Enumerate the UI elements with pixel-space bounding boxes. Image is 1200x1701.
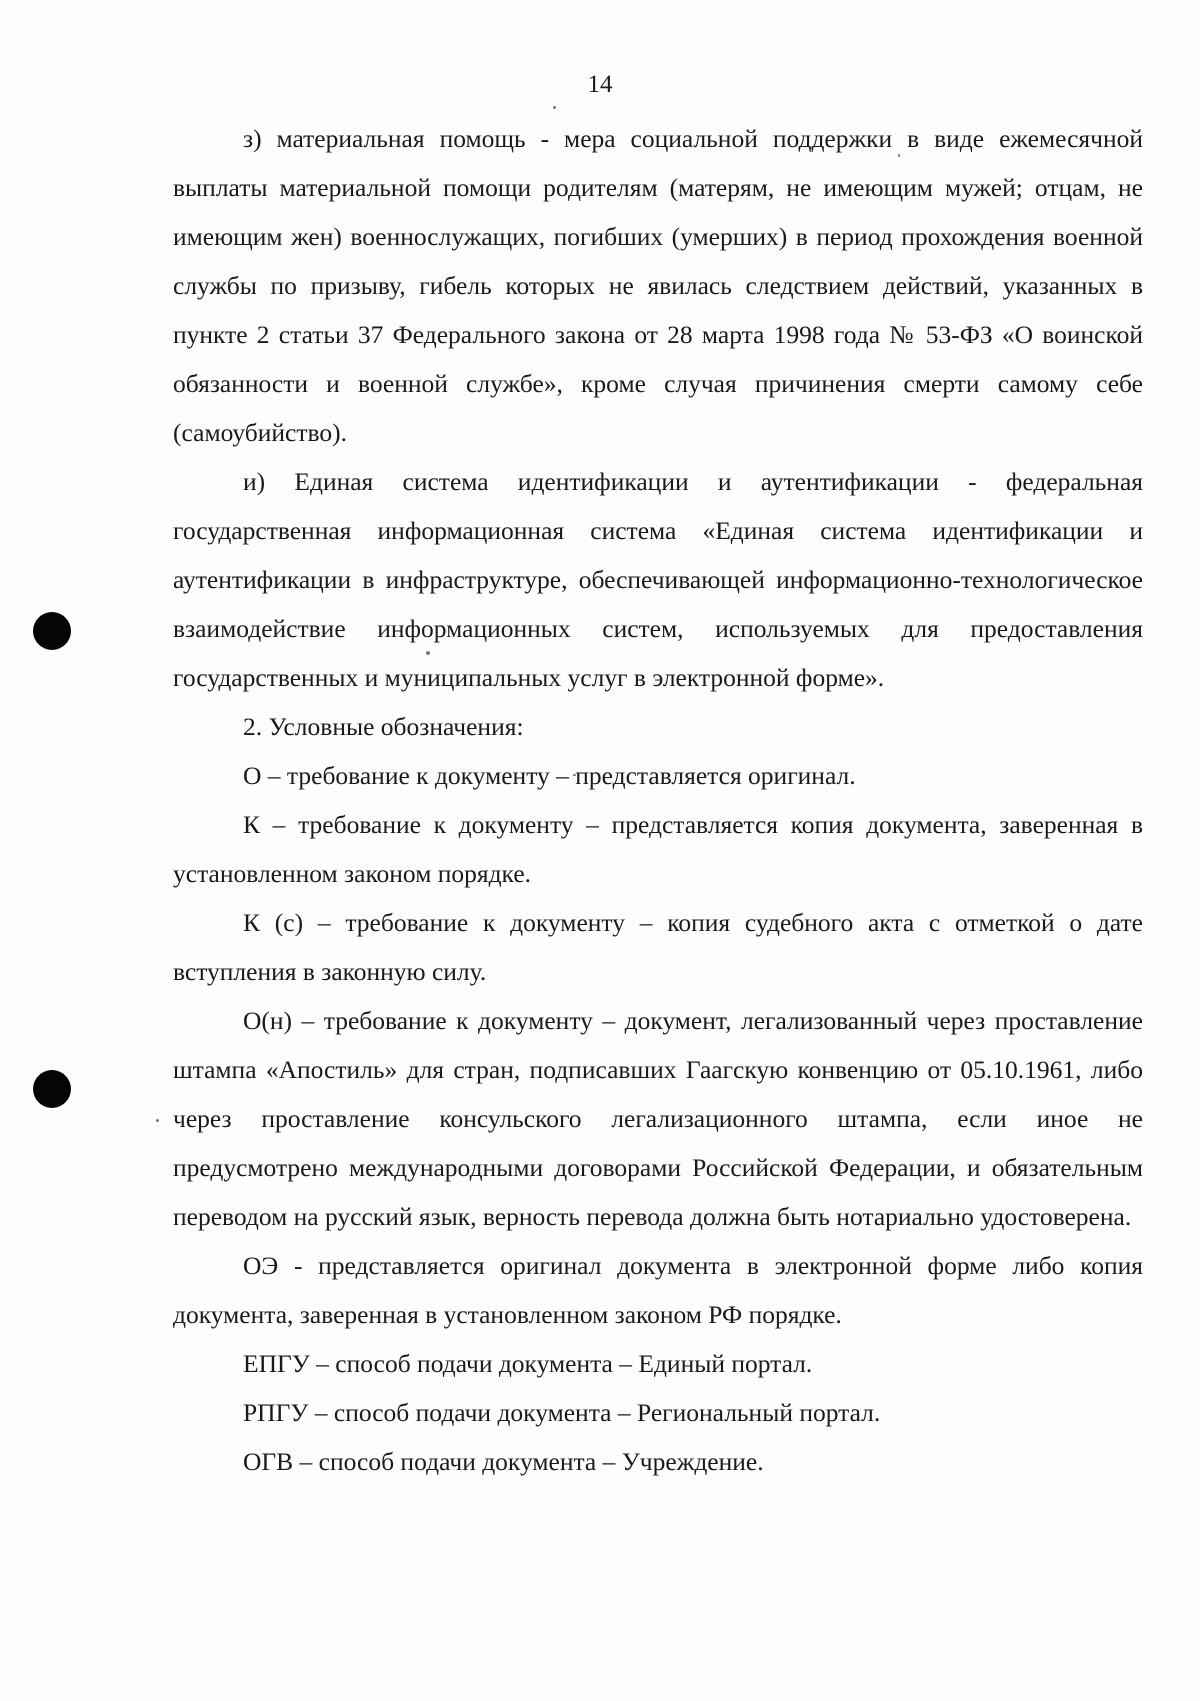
legend-epgu: ЕПГУ – способ подачи документа – Единый портал. [243,1349,813,1378]
document-body [173,114,1143,1486]
scan-speck [553,106,556,109]
legend-electronic: ОЭ - представляется оригинал документа в электронной форме либо копия документа, заверенная в установленном законом РФ порядке. [173,1251,1143,1329]
punch-hole-mark [33,612,71,650]
legend-rpgu: РПГУ – способ подачи документа – Региональный портал. [243,1398,881,1427]
legend-legalized: О(н) – требование к документу – документ, легализованный через проставление штампа «Апостиль» для стран, подписавших Гаагскую конвенцию от 05.10.1961, либо через проставление консульского легализационного штампа, если иное не предусмотрено международными договорами Российской Федерации, и обязательным переводом на русский язык, верность перевода должна быть нотариально удостоверена. [173,1006,1143,1231]
scan-speck [156,1119,159,1122]
punch-hole-mark [33,1070,71,1108]
paragraph-item-i: и) Единая система идентификации и аутентификации - федеральная государственная информационная система «Единая система идентификации и аутентификации в инфраструктуре, обеспечивающей информационно-технологическое взаимодействие информационных систем, используемых для предоставления государственных и муниципальных услуг в электронной форме». [173,467,1143,692]
legend-original: О – требование к документу – представляется оригинал. [243,761,856,790]
legend-copy: К – требование к документу – представляется копия документа, заверенная в установленном законом порядке. [173,810,1143,888]
section-heading-legend: 2. Условные обозначения: [243,712,524,741]
legend-court-copy: К (с) – требование к документу – копия судебного акта с отметкой о дате вступления в законную силу. [173,908,1143,986]
paragraph-item-z: з) материальная помощь - мера социальной поддержки в виде ежемесячной выплаты материальной помощи родителям (матерям, не имеющим мужей; отцам, не имеющим жен) военнослужащих, погибших (умерших) в период прохождения военной службы по призыву, гибель которых не явилась следствием действий, указанных в пункте 2 статьи 37 Федерального закона от 28 марта 1998 года № 53-ФЗ «О воинской обязанности и военной службе», кроме случая причинения смерти самому себе (самоубийство). [173,124,1143,447]
page-number: 14 [587,71,613,98]
legend-ogv: ОГВ – способ подачи документа – Учреждение. [243,1447,764,1476]
